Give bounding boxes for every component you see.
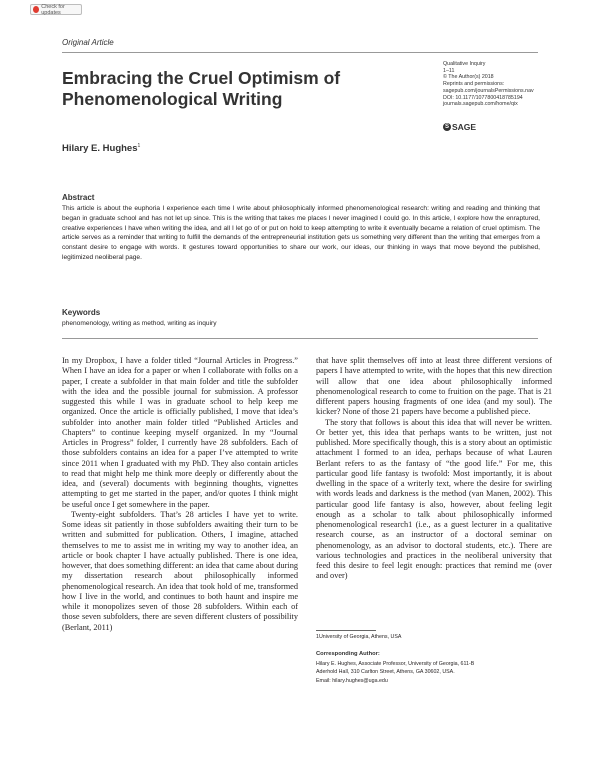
keywords-heading: Keywords xyxy=(62,308,101,317)
page-range: 1–11 xyxy=(443,67,455,74)
crossmark-icon xyxy=(33,6,39,13)
body-paragraph: Twenty-eight subfolders. That’s 28 articles I have yet to write. Some ideas sit patiently in those subfolders awaiting their turn to be written and submitted for publication. Others, I imagine, attached themselves to me to assist me in writing my way to another idea, an article or book chapter I have actually published. There is one idea, however, that does something different: an idea that came about during my dissertation research about philosophically informed phenomenological research. An idea that took hold of me, transformed how I live in the world, and continues to both haunt and inspire me while it monopolizes seven of those 28 subfolders. Within each of those seven subfolders, there are seven different clusters of possibility (Berlant, 2011) xyxy=(62,509,298,632)
affiliation-marker: 1 xyxy=(137,143,141,149)
article-type: Original Article xyxy=(62,38,114,47)
article-title: Embracing the Cruel Optimism of Phenomenological Writing xyxy=(62,68,341,109)
author-name: Hilary E. Hughes xyxy=(62,143,138,155)
corresponding-author-email[interactable]: Email: hilary.hughes@uga.edu xyxy=(316,677,388,684)
publisher-name: SAGE xyxy=(452,122,477,132)
abstract-text: This article is about the euphoria I experience each time I write about philosophically informed phenomenological research: writing and reading and thinking that began in graduate school and has not let up since. This is the writing that takes me places I never imagined I could go. In this article, I explore how the enraptured, creative experiences I have when writing the idea, and all I let go of or put on hold to keep attempting to write it eventually became a relation of cruel optimism. The article serves as a reminder that writing to fulfill the demands of the entrepreneurial institution gets us something very different than the writing that emerges from a constant desire to engage with words. It gestures toward opportunities to share our work, our ideas, our thinking in ways that move beyond the published, legitimized neoliberal page. xyxy=(62,205,540,261)
section-rule xyxy=(62,338,538,339)
corresponding-author-heading: Corresponding Author: xyxy=(316,651,380,657)
affiliation-footnote: 1University of Georgia, Athens, USA xyxy=(316,634,402,640)
doi[interactable]: DOI: 10.1177/1077800418785194 xyxy=(443,94,523,101)
permissions-link[interactable]: sagepub.com/journalsPermissions.nav xyxy=(443,87,534,94)
check-for-updates-badge[interactable] xyxy=(30,4,82,15)
corresponding-author-address: Aderhold Hall, 310 Carlton Street, Athens, GA 30602, USA. xyxy=(316,669,455,676)
journal-meta xyxy=(443,61,563,108)
body-paragraph: The story that follows is about this idea that will never be written. Or better yet, this idea that perhaps wants to be written, just not published. More specifically though, this is a story about an optimistic attachment I formed to an idea, perhaps because of what Lauren Berlant refers to as the fantasy of “the good life.” For me, this particular good life fantasy is twofold: Most importantly, it is about dwelling in the space of a writerly text, where the desire for swirling with words leads and darkness is the method (van Manen, 2002). This particular good life fantasy is also, however, about feeling legit enough as a scholar to talk about philosophically informed phenomenological research1 (i.e., as a guest lecturer in a qualitative research course, as an instructor of a doctoral seminar on phenomenology, as an advisor to doctoral students, etc.). There are various technologies and practices in the neoliberal university that feed this desire to feel legit enough: practices that remind me (over and over) xyxy=(316,417,552,581)
author-line xyxy=(62,143,140,154)
header-rule xyxy=(62,52,538,53)
body-paragraph: that have split themselves off into at least three different versions of papers I have attempted to write, with the hopes that this new direction will allow that one idea about philosophically informed phenomenological research to come to fruition on the page. That is 21 different papers housing fragments of one idea (and my soul). The kicker? None of those 21 papers have become a published piece. xyxy=(316,356,552,417)
body-column-left xyxy=(62,356,298,633)
body-paragraph: In my Dropbox, I have a folder titled “Journal Articles in Progress.” When I have an idea for a paper or when I collaborate with folks on a paper, I create a subfolder in that main folder and title the subfolder with the idea and the possible journal for submission. A professor suggested this while I was in graduate school to help keep me organized. Once the article is officially published, I move that idea’s subfolder into another main folder titled “Published Articles and Chapters” to continue keeping myself organized. In my “Journal Articles in Progress” folder, I currently have 28 subfolders. Each of those subfolders contains an idea for a paper I’ve attempted to write since 2011 when I graduated with my PhD. They also contain articles to read that might help me think more deeply or differently about the idea, and (several) documents with beginning thoughts, vignettes attempting to get me started in the paper, and/or quotes I think might be useful once I get somewhere in the paper. xyxy=(62,356,298,509)
publisher-logo xyxy=(443,122,476,132)
journal-name: Qualitative Inquiry xyxy=(443,61,486,67)
keywords-text: phenomenology, writing as method, writing as inquiry xyxy=(62,320,217,327)
corresponding-author-details xyxy=(316,660,542,685)
body-column-right xyxy=(316,356,552,582)
copyright: © The Author(s) 2018 xyxy=(443,74,494,81)
crossmark-label: Check for updates xyxy=(41,3,65,16)
footnote-rule xyxy=(316,630,376,631)
sage-logo-icon: S xyxy=(444,124,449,130)
abstract-heading: Abstract xyxy=(62,193,95,202)
journal-url[interactable]: journals.sagepub.com/home/qix xyxy=(443,101,518,108)
corresponding-author-address: Hilary E. Hughes, Associate Professor, University of Georgia, 611-B xyxy=(316,661,475,667)
reprints-label: Reprints and permissions: xyxy=(443,81,505,88)
